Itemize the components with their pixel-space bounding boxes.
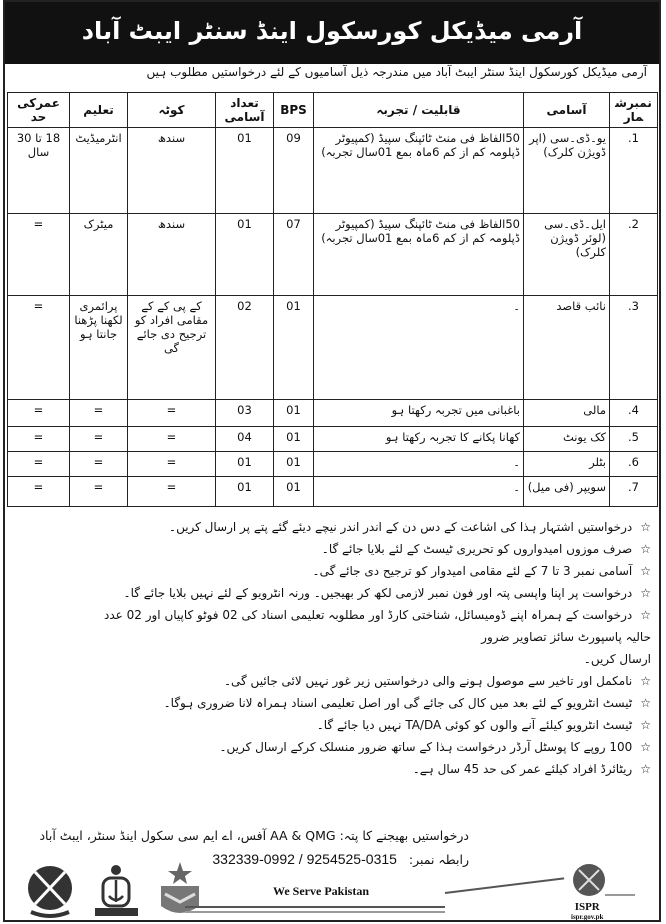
cell-bps: 07 [274,214,314,296]
divider [445,877,564,894]
instruction-text: نامکمل اور تاخیر سے موصول ہونے والی درخواستیں زیر غور نہیں لائی جائیں گی۔ [224,674,633,688]
table-row [8,128,658,214]
star-icon: ☆ [640,586,651,600]
ispr-label: ISPR [574,901,600,913]
cell-quota: = [128,400,216,427]
instruction-text: ریٹائرڈ افراد کیلئے عمر کی حد 45 سال ہے۔ [412,762,633,776]
advertisement [3,0,661,922]
header-serial: نمبرشمار [610,93,658,128]
cell-qualification: ۔ [314,452,524,477]
cell-bps: 01 [274,452,314,477]
cell-vacancies: 01 [216,214,274,296]
header-vacancies: تعداد آسامی [216,93,274,128]
table-row [8,296,658,400]
instruction-text: صرف موزوں امیدواروں کو تحریری ٹیسٹ کے لئے بلایا جائے گا۔ [321,542,633,556]
divider [605,894,635,896]
star-icon: ☆ [640,696,651,710]
cell-post: ایل۔ڈی۔سی (لوئر ڈویژن کلرک) [524,214,610,296]
address-label: درخواستیں بھیجنے کا پتہ: [339,828,469,843]
cell-age-limit: = [8,296,70,400]
instruction-item [91,604,651,648]
page-title: آرمی میڈیکل کورسکول اینڈ سنٹر ایبٹ آباد [5,2,659,64]
table-row [8,214,658,296]
cell-vacancies: 01 [216,128,274,214]
instruction-text: ٹیسٹ انٹرویو کے لئے بعد میں کال کی جائے گی اور اصل تعلیمی اسناد ہمراہ لانا ضروری ہوگا۔ [163,696,633,710]
cell-age-limit: = [8,214,70,296]
footer [5,862,659,922]
cell-education: = [70,452,128,477]
table-row [8,400,658,427]
address: AA & QMG آفس، اے ایم سی سکول اینڈ سنٹر، ایبٹ آباد [39,828,336,843]
ispr-emblem-icon [571,862,607,902]
star-icon: ☆ [640,740,651,754]
cell-quota: کے پی کے کے مقامی افراد کو ترجیح دی جائے گی [128,296,216,400]
cell-bps: 01 [274,477,314,507]
star-icon: ☆ [640,542,651,556]
instruction-item [91,648,651,670]
cell-post: سویپر (فی میل) [524,477,610,507]
cell-vacancies: 03 [216,400,274,427]
cell-vacancies: 04 [216,427,274,452]
star-icon: ☆ [640,608,651,622]
cell-serial: 1. [610,128,658,214]
header-qualification: قابلیت / تجربہ [314,93,524,128]
cell-qualification: 50الفاظ فی منٹ ٹائپنگ سپیڈ (کمپیوٹر ڈپلومہ کم از کم 6ماہ بمع 01سال تجربہ) [314,214,524,296]
table-row [8,477,658,507]
cell-vacancies: 01 [216,452,274,477]
cell-bps: 01 [274,427,314,452]
cell-post: نائب قاصد [524,296,610,400]
header-age-limit: عمرکی حد [8,93,70,128]
cell-bps: 01 [274,296,314,400]
instruction-text: آسامی نمبر 3 تا 7 کے لئے مقامی امیدوار کو ترجیح دی جائے گی۔ [312,564,633,578]
cell-qualification: ۔ [314,296,524,400]
header-bps: BPS [274,93,314,128]
header-quota: کوٹہ [128,93,216,128]
cell-quota: = [128,427,216,452]
star-icon: ☆ [640,718,651,732]
cell-post: مالی [524,400,610,427]
star-icon: ☆ [640,520,651,534]
cell-qualification: ۔ [314,477,524,507]
cell-age-limit: = [8,477,70,507]
cell-quota: = [128,477,216,507]
cell-education: = [70,400,128,427]
instruction-text: 100 روپے کا پوسٹل آرڈر درخواست ہذا کے ساتھ ضرور منسلک کرکے ارسال کریں۔ [219,740,633,754]
cell-quota: سندھ [128,128,216,214]
cell-age-limit: = [8,427,70,452]
ispr-site: ispr.gov.pk [571,913,604,921]
cell-quota: سندھ [128,214,216,296]
cell-education: = [70,427,128,452]
instruction-item [91,516,651,538]
table-header-row [8,93,658,128]
cell-education: پرائمری لکھنا پڑھنا جانتا ہو [70,296,128,400]
cell-education: = [70,477,128,507]
instruction-item [91,714,651,736]
cell-bps: 01 [274,400,314,427]
cell-vacancies: 02 [216,296,274,400]
divider [185,906,445,908]
instruction-text: درخواستیں اشتہار ہذا کی اشاعت کے دس دن کے اندر اندر نیچے دیئے گئے پتے پر ارسال کریں۔ [169,520,633,534]
header-education: تعلیم [70,93,128,128]
cell-qualification: کھانا پکانے کا تجربہ رکھتا ہو [314,427,524,452]
cell-serial: 4. [610,400,658,427]
instruction-text: درخواست پر اپنا واپسی پتہ اور فون نمبر لازمی لکھ کر بھیجیں۔ ورنہ انٹرویو کے لئے نہیں بلایا جائے گا۔ [123,586,633,600]
instructions-list [91,516,651,780]
cell-education: میٹرک [70,214,128,296]
instruction-item [91,582,651,604]
cell-serial: 3. [610,296,658,400]
instruction-item [91,692,651,714]
cell-qualification: 50الفاظ فی منٹ ٹائپنگ سپیڈ (کمپیوٹر ڈپلومہ کم از کم 6ماہ بمع 01سال تجربہ) [314,128,524,214]
star-icon: ☆ [640,762,651,776]
instruction-text: ارسال کریں۔ [583,652,651,666]
cell-serial: 7. [610,477,658,507]
table-row [8,427,658,452]
instruction-item [91,670,651,692]
header-post: آسامی [524,93,610,128]
cell-post: کک یونٹ [524,427,610,452]
contact-number: 0315-9254525 / 0992-332339 [212,851,397,867]
slogan: We Serve Pakistan [273,884,369,898]
cell-age-limit: 18 تا 30 سال [8,128,70,214]
vacancies-table [7,92,658,507]
intro-text: آرمی میڈیکل کورسکول اینڈ سنٹر ایبٹ آباد میں مندرجہ ذیل آسامیوں کے لئے درخواستیں مطلوب ہیں [146,65,647,79]
contact-label: رابطہ نمبر: [408,852,469,867]
ispr-logo-text [571,902,603,922]
cell-serial: 5. [610,427,658,452]
table-row [8,452,658,477]
cell-age-limit: = [8,400,70,427]
instruction-item [91,560,651,582]
instruction-item [91,736,651,758]
divider [185,911,445,913]
cell-bps: 09 [274,128,314,214]
navy-emblem-icon [89,862,144,920]
cell-vacancies: 01 [216,477,274,507]
army-emblem-icon [23,862,78,920]
cell-quota: = [128,452,216,477]
instruction-text: درخواست کے ہمراہ اپنے ڈومیسائل، شناختی کارڈ اور مطلوبہ تعلیمی اسناد کی 02 فوٹو کاپیاں اور 02 عدد حالیہ پاسپورٹ سائز تصاویر ضرور [103,608,651,644]
cell-age-limit: = [8,452,70,477]
cell-serial: 6. [610,452,658,477]
instruction-item [91,538,651,560]
cell-education: انٹرمیڈیٹ [70,128,128,214]
instruction-item [91,758,651,780]
cell-post: یو۔ڈی۔سی (اپر ڈویژن کلرک) [524,128,610,214]
cell-qualification: باغبانی میں تجربہ رکھتا ہو [314,400,524,427]
cell-post: بٹلر [524,452,610,477]
star-icon: ☆ [640,564,651,578]
star-icon: ☆ [640,674,651,688]
instruction-text: ٹیسٹ انٹرویو کیلئے آنے والوں کو کوئی TA/DA نہیں دیا جائے گا۔ [316,718,633,732]
cell-serial: 2. [610,214,658,296]
